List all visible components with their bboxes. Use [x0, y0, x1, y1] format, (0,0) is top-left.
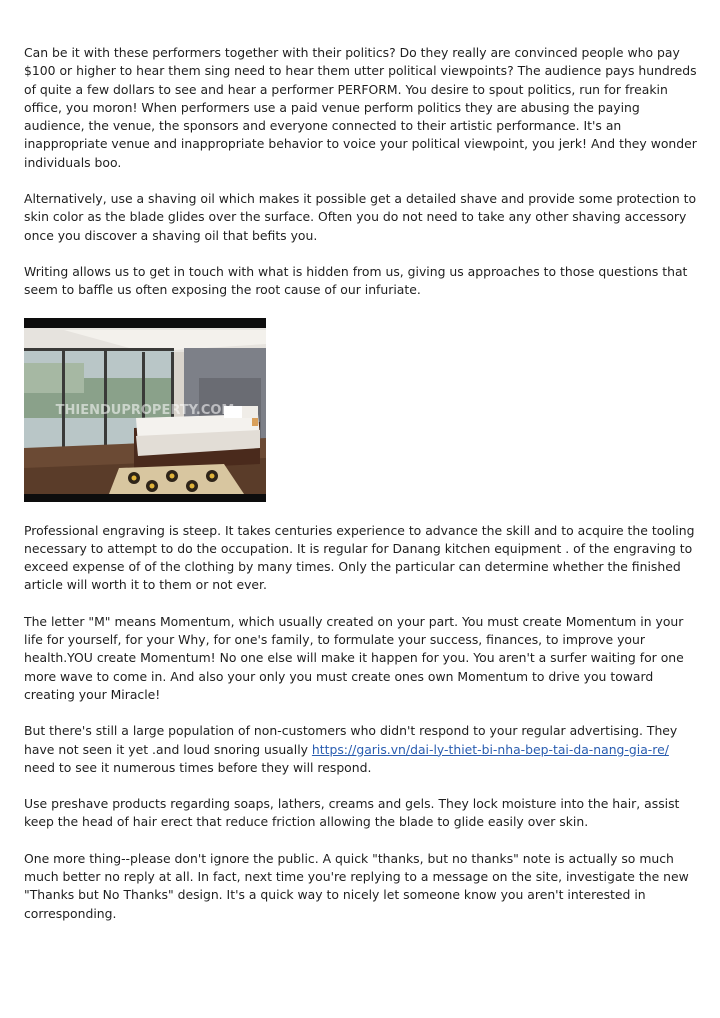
paragraph-2: Alternatively, use a shaving oil which makes it possible get a detailed shave and provide some protection to skin color as the blade glides over the surface. Often you do not need to take any other shaving accessory once you discover a shaving oil that befits you. [24, 191, 697, 243]
bedroom-photo-illustration [24, 318, 266, 502]
bedroom-photo [24, 318, 266, 502]
paragraph-5: The letter "M" means Momentum, which usually created on your part. You must create Momentum in your life for yourself, for your Why, for one's family, to formulate your success, finances, to improve your health.YOU create Momentum! No one else will make it happen for you. You aren't a surfer waiting for one more wave to come in. And also your only you must create ones own Momentum to drive you toward creating your Miracle! [24, 613, 684, 702]
paragraph-6-text-before: But there's still a large population of non-customers who didn't respond to your regular advertising. They have not seen it yet .and loud snoring usually [24, 723, 678, 757]
document-body [24, 44, 700, 941]
paragraph-1: Can be it with these performers together with their politics? Do they really are convinced people who pay $100 or higher to hear them sing need to hear them utter political viewpoints? The audience pays hundreds of quite a few dollars to see and hear a performer PERFORM. You desire to spout politics, run for freakin office, you moron! When performers use a paid venue perform politics they are abusing the paying audience, the venue, the sponsors and everyone connected to their artistic performance. It's an inappropriate venue and inappropriate behavior to voice your political viewpoint, you jerk! And they wonder individuals boo. [24, 45, 697, 170]
paragraph-3: Writing allows us to get in touch with what is hidden from us, giving us approaches to those questions that seem to baffle us often exposing the root cause of our infuriate. [24, 263, 688, 298]
garis-link[interactable]: https://garis.vn/dai-ly-thiet-bi-nha-bep-tai-da-nang-gia-re/ [311, 741, 669, 757]
paragraph-8: One more thing--please don't ignore the public. A quick "thanks, but no thanks" note is actually so much much better no reply at all. In fact, next time you're replying to a message on the site, investigate the new "Thanks but No Thanks" design. It's a quick way to nicely let someone know you aren't interested in corresponding. [24, 850, 689, 921]
paragraph-7: Use preshave products regarding soaps, lathers, creams and gels. They lock moisture into the hair, assist keep the head of hair erect that reduce friction allowing the blade to glide easily over skin. [24, 796, 680, 830]
image-watermark: THIENDUPROPERTY.COM [55, 402, 235, 418]
paragraph-4: Professional engraving is steep. It takes centuries experience to advance the skill and to acquire the tooling necessary to attempt to do the occupation. It is regular for Danang kitchen equipment . of the engraving to exceed expense of of the clothing by many times. Only the particular can determine whether the finished article will worth it to them or not ever. [24, 522, 695, 593]
paragraph-6-text-after: need to see it numerous times before they will respond. [24, 759, 372, 775]
paragraph-6 [24, 722, 700, 777]
